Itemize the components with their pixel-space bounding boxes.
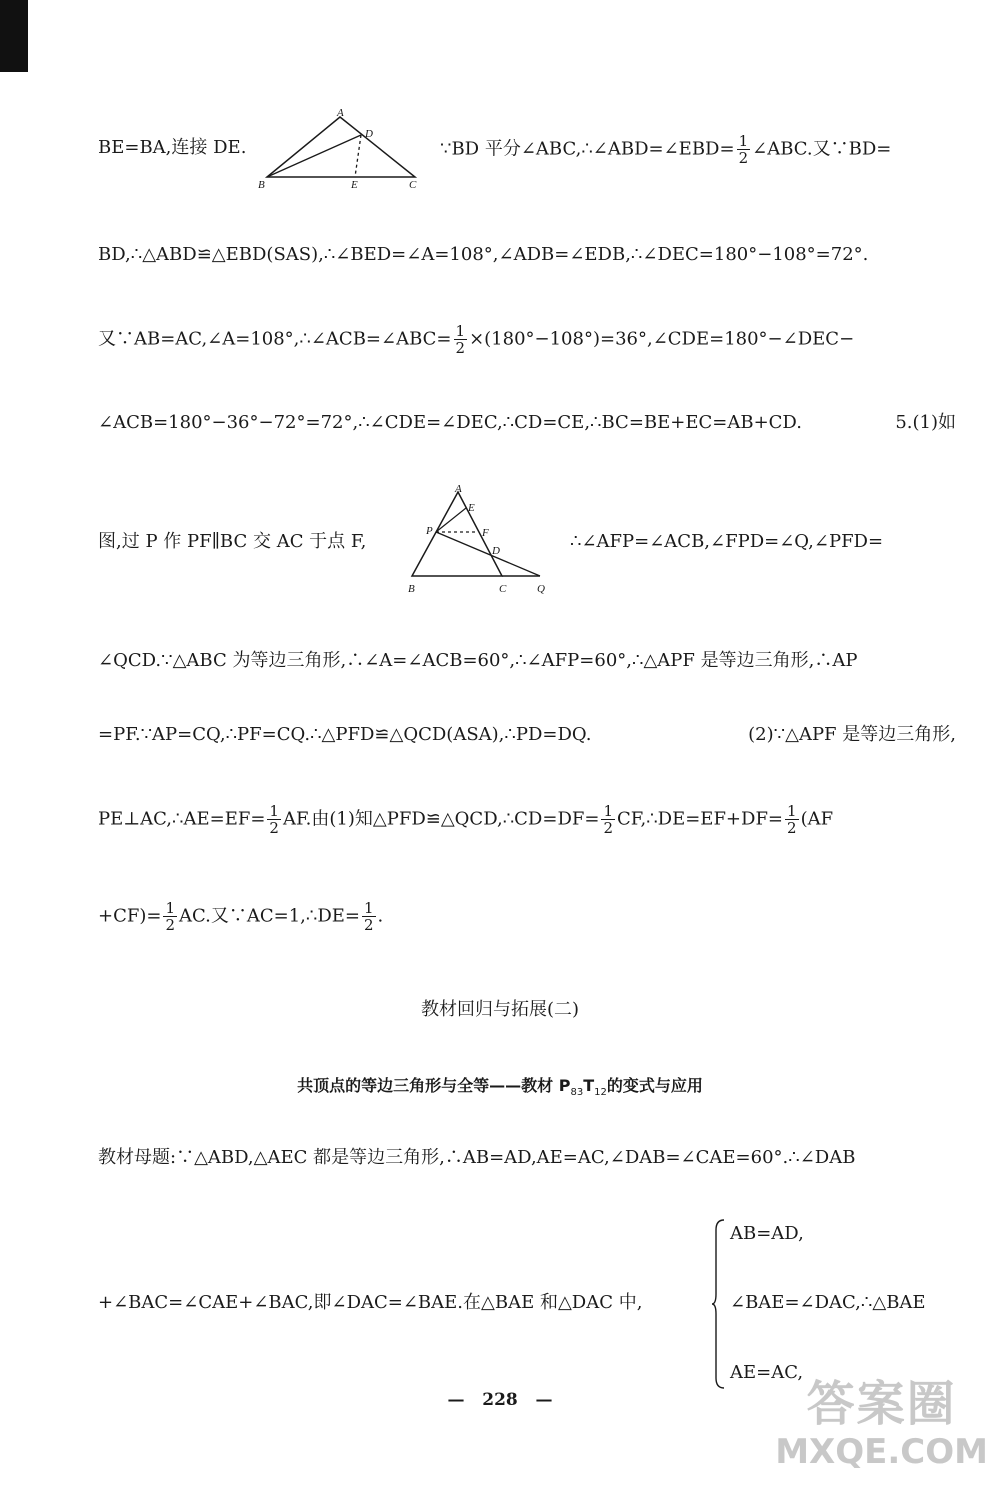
figure-triangle-abc-1 [255, 105, 430, 193]
page-edge-bar [0, 0, 28, 72]
segment-pe [436, 508, 466, 532]
text-line-6: ∠QCD.∵△ABC 为等边三角形,∴∠A=∠ACB=60°,∴∠AFP=60°,∴△APF 是等边三角形,∴AP [98, 650, 858, 671]
text-line-4: ∠ACB=180°−36°−72°=72°,∴∠CDE=∠DEC,∴CD=CE,∴BC=BE+EC=AB+CD. 5.(1)如 [98, 412, 956, 433]
fig1-label-b: B [258, 179, 265, 191]
system-line-3: AE=AC, [730, 1362, 804, 1383]
system-line-1: AB=AD, [730, 1223, 804, 1244]
text-line-1-left: BE=BA,连接 DE. [98, 137, 247, 158]
fraction-half: $\frac{1}{2}$ [738, 132, 749, 167]
page-number: — 228 — [447, 1390, 553, 1410]
fraction-half: $\frac{1}{2}$ [165, 899, 175, 934]
text-line-11: +∠BAC=∠CAE+∠BAC,即∠DAC=∠BAE.在△BAE 和△DAC 中, [98, 1292, 643, 1313]
text-line-1-right: ∵BD 平分∠ABC,∴∠ABD=∠EBD= $\frac{1}{2}$ ∠ABC.又∵BD= [440, 132, 892, 167]
fig1-label-d: D [365, 128, 373, 140]
fig2-label-q: Q [537, 583, 545, 595]
fraction-half: $\frac{1}{2}$ [455, 322, 466, 357]
section-subtitle: 共顶点的等边三角形与全等——教材 $P_{83}T_{12}$的变式与应用 [297, 1076, 703, 1099]
text-line-5-left: 图,过 P 作 PF∥BC 交 AC 于点 F, [98, 531, 367, 552]
fig2-label-b: B [408, 583, 415, 595]
segment-bd [267, 135, 361, 177]
text-line-8: PE⊥AC,∴AE=EF= $\frac{1}{2}$ AF.由(1)知△PFD≌△QCD,∴CD=DF= $\frac{1}{2}$ CF,∴DE=EF+DF= $\frac{1}{2}$ (AF [98, 802, 834, 837]
fig2-label-p: P [426, 525, 433, 537]
watermark-logo: 答案圈 MXQE.COM [775, 1376, 988, 1472]
text-line-2: BD,∴△ABD≌△EBD(SAS),∴∠BED=∠A=108°,∠ADB=∠EDB,∴∠DEC=180°−108°=72°. [98, 244, 869, 265]
section-title: 教材回归与拓展(二) [420, 999, 580, 1020]
text-line-10: 教材母题:∵△ABD,△AEC 都是等边三角形,∴AB=AD,AE=AC,∠DAB=∠CAE=60°.∴∠DAB [98, 1147, 856, 1168]
text-line-9: +CF)= $\frac{1}{2}$ AC.又∵AC=1,∴DE= $\frac{1}{2}$ . [98, 899, 384, 934]
fig2-label-e: E [468, 502, 475, 514]
text-line-5-right: ∴∠AFP=∠ACB,∠FPD=∠Q,∠PFD= [570, 531, 884, 552]
fraction-half: $\frac{1}{2}$ [269, 802, 279, 837]
fraction-half: $\frac{1}{2}$ [363, 899, 374, 934]
left-brace [712, 1218, 726, 1390]
system-line-2: ∠BAE=∠DAC,∴△BAE [730, 1292, 926, 1313]
fraction-half: $\frac{1}{2}$ [603, 802, 614, 837]
fraction-half: $\frac{1}{2}$ [787, 802, 797, 837]
fig1-label-a: A [337, 107, 344, 119]
fig2-label-f: F [482, 527, 489, 539]
fig2-label-a: A [455, 484, 462, 495]
text-line-7: =PF.∵AP=CQ,∴PF=CQ.∴△PFD≌△QCD(ASA),∴PD=DQ. (2)∵△APF 是等边三角形, [98, 724, 956, 745]
text-line-3: 又∵AB=AC,∠A=108°,∴∠ACB=∠ABC= $\frac{1}{2}$ ×(180°−108°)=36°,∠CDE=180°−∠DEC− [98, 322, 855, 357]
fig2-label-d: D [492, 545, 500, 557]
fig1-label-c: C [409, 179, 417, 191]
triangle-abc-outline [267, 117, 415, 177]
fig1-label-e: E [351, 179, 358, 191]
segment-de-dashed [355, 135, 361, 177]
figure-triangle-abc-2 [402, 484, 562, 599]
fig2-label-c: C [499, 583, 507, 595]
